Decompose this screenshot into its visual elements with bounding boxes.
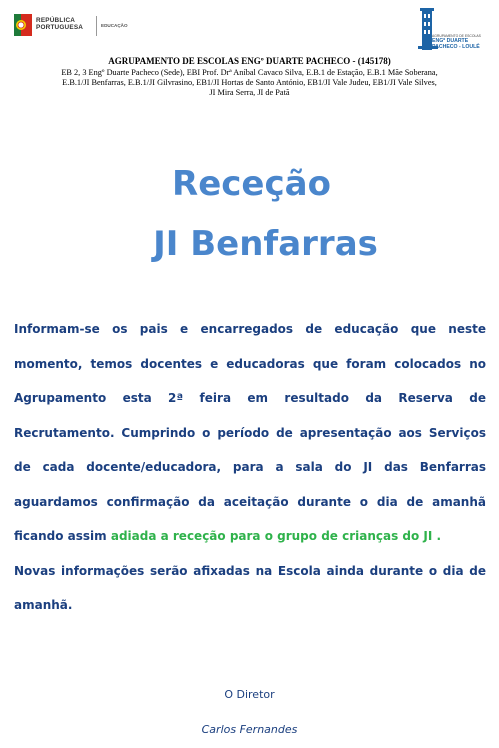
document-title-line1: Receção bbox=[172, 164, 331, 204]
school-name-heading: AGRUPAMENTO DE ESCOLAS ENGº DUARTE PACHECO - (145178) bbox=[108, 56, 391, 66]
school-list bbox=[20, 68, 479, 99]
logo-text-eng-duarte: ENGº DUARTE bbox=[432, 38, 469, 44]
agrupamento-logo bbox=[416, 6, 496, 54]
document-title-line2: JI Benfarras bbox=[153, 224, 378, 264]
school-list-line: EB 2, 3 Engº Duarte Pacheco (Sede), EBI Prof. Drª Aníbal Cavaco Silva, E.B.1 de Estação, E.B.1 Mãe Soberana, bbox=[61, 68, 438, 77]
logo-text-pacheco-loule: PACHECO - LOULÉ bbox=[432, 44, 480, 50]
portuguese-coat-of-arms-icon bbox=[14, 14, 32, 36]
notice-paragraph bbox=[14, 312, 486, 554]
notice-text: Informam-se os pais e encarregados de educação que neste momento, temos docentes e educadoras que foram colocados no Agrupamento esta 2ª feira em resultado da Reserva de Recrutamento. Cumprindo o período de apresentação aos Serviços de cada docente/educadora, para a sala do JI das Benfarras aguardamos confirmação da aceitação durante o dia de amanhã ficando assim bbox=[14, 322, 486, 543]
notice-body bbox=[14, 312, 486, 623]
republica-portuguesa-logo bbox=[14, 10, 134, 42]
director-role: O Diretor bbox=[224, 688, 275, 701]
school-list-line: E.B.1/JI Benfarras, E.B.1/JI Gilvrasino, EB1/JI Hortas de Santo António, EB1/JI Vale Judeu, EB1/JI Vale Silves, bbox=[62, 78, 437, 88]
notice-paragraph-2: Novas informações serão afixadas na Escola ainda durante o dia de amanhã. bbox=[14, 563, 486, 612]
director-signature: Carlos Fernandes bbox=[201, 723, 298, 736]
highlighted-notice-text: adiada a receção para o grupo de crianças do JI . bbox=[110, 529, 442, 543]
logo-text-agrupamento: AGRUPAMENTO DE ESCOLAS bbox=[432, 34, 481, 38]
logo-divider bbox=[96, 16, 97, 36]
logo-text-portuguesa: PORTUGUESA bbox=[36, 24, 84, 32]
school-list-line: JI Mira Serra, JI de Patã bbox=[209, 88, 290, 98]
logo-text-educacao: EDUCAÇÃO bbox=[101, 23, 128, 28]
logo-text-republica: REPÚBLICA bbox=[36, 17, 76, 24]
